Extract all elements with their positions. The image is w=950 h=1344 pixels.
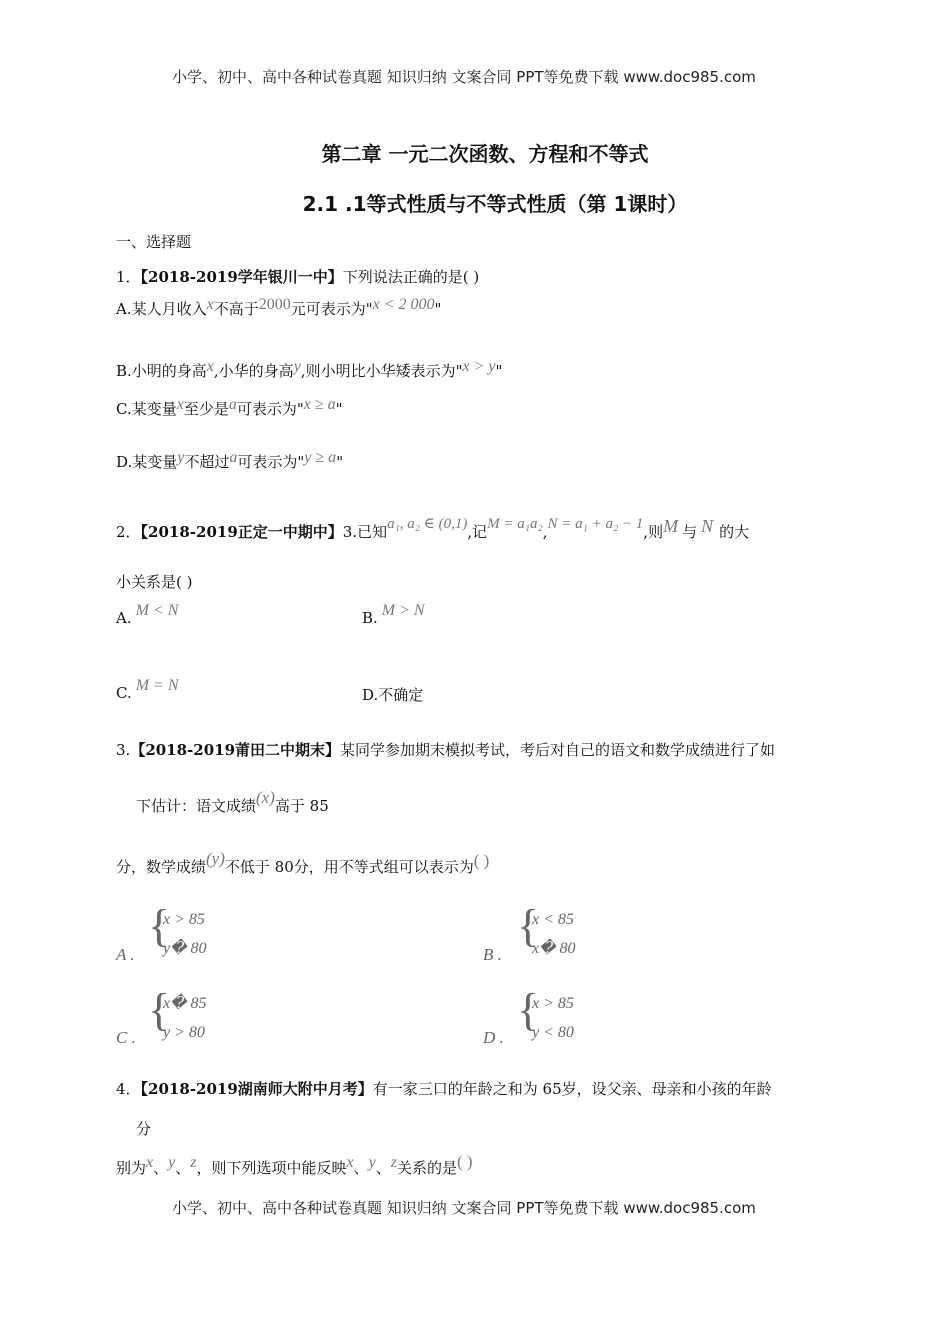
question-2-stem: 2．【2018-2019正定一中期中】3.已知a₁, a₂ ∈ (0,1),记M = a₁a₂,N = a₁ + a₂ − 1,则M 与 N 的大: [116, 516, 750, 541]
q1-option-a: A.某人月收入x不高于2000元可表示为"x < 2 000": [116, 296, 442, 318]
q2-option-c[interactable]: C. M = N: [116, 677, 179, 702]
brace-icon: {: [517, 900, 540, 951]
question-1-stem: [116, 266, 479, 287]
section-heading: 一、选择题: [116, 233, 192, 251]
brace-icon: {: [148, 900, 171, 951]
q2-option-d[interactable]: D.不确定: [362, 686, 424, 704]
q1-option-b: B.小明的身高x,小华的身高y,则小明比小华矮表示为"x > y": [116, 358, 503, 380]
question-4-stem: 4．【2018-2019湖南师大附中月考】有一家三口的年龄之和为 65岁，设父亲、母亲和小孩的年龄: [116, 1080, 772, 1098]
question-2-stem-cont: 小关系是( ): [116, 573, 193, 591]
question-4-line2: 分: [136, 1120, 152, 1138]
q2-option-b[interactable]: B. M > N: [362, 602, 425, 627]
question-3-stem: 3.【2018-2019莆田二中期末】某同学参加期末模拟考试，考后对自己的语文和数学成绩进行了如: [116, 741, 776, 759]
brace-icon: {: [148, 984, 171, 1035]
page-header: 小学、初中、高中各种试卷真题 知识归纳 文案合同 PPT等免费下载 www.doc985.com: [172, 68, 756, 86]
page-footer: 小学、初中、高中各种试卷真题 知识归纳 文案合同 PPT等免费下载 www.doc985.com: [172, 1199, 756, 1217]
brace-icon: {: [517, 984, 540, 1035]
lesson-title: 2.1 .1等式性质与不等式性质（第 1课时）: [302, 192, 688, 216]
question-number: 1．: [116, 268, 141, 286]
question-3-line2: 下估计：语文成绩(x)高于 85: [136, 788, 329, 815]
q1-option-c: C.某变量x至少是a可表示为"x ≥ a": [116, 396, 343, 418]
q2-option-a[interactable]: A. M < N: [116, 602, 179, 627]
question-source: 【2018-2019学年银川一中】: [140, 268, 343, 286]
question-3-line3: 分，数学成绩(y)不低于 80分，用不等式组可以表示为( ): [116, 849, 490, 876]
chapter-title: 第二章 一元二次函数、方程和不等式: [321, 142, 649, 166]
question-text: 下列说法正确的是( ): [342, 268, 480, 286]
q1-option-d: D.某变量y不超过a可表示为"y ≥ a": [116, 449, 344, 471]
question-4-line3: 别为x、y、z，则下列选项中能反映x、y、z关系的是( ): [116, 1152, 473, 1177]
